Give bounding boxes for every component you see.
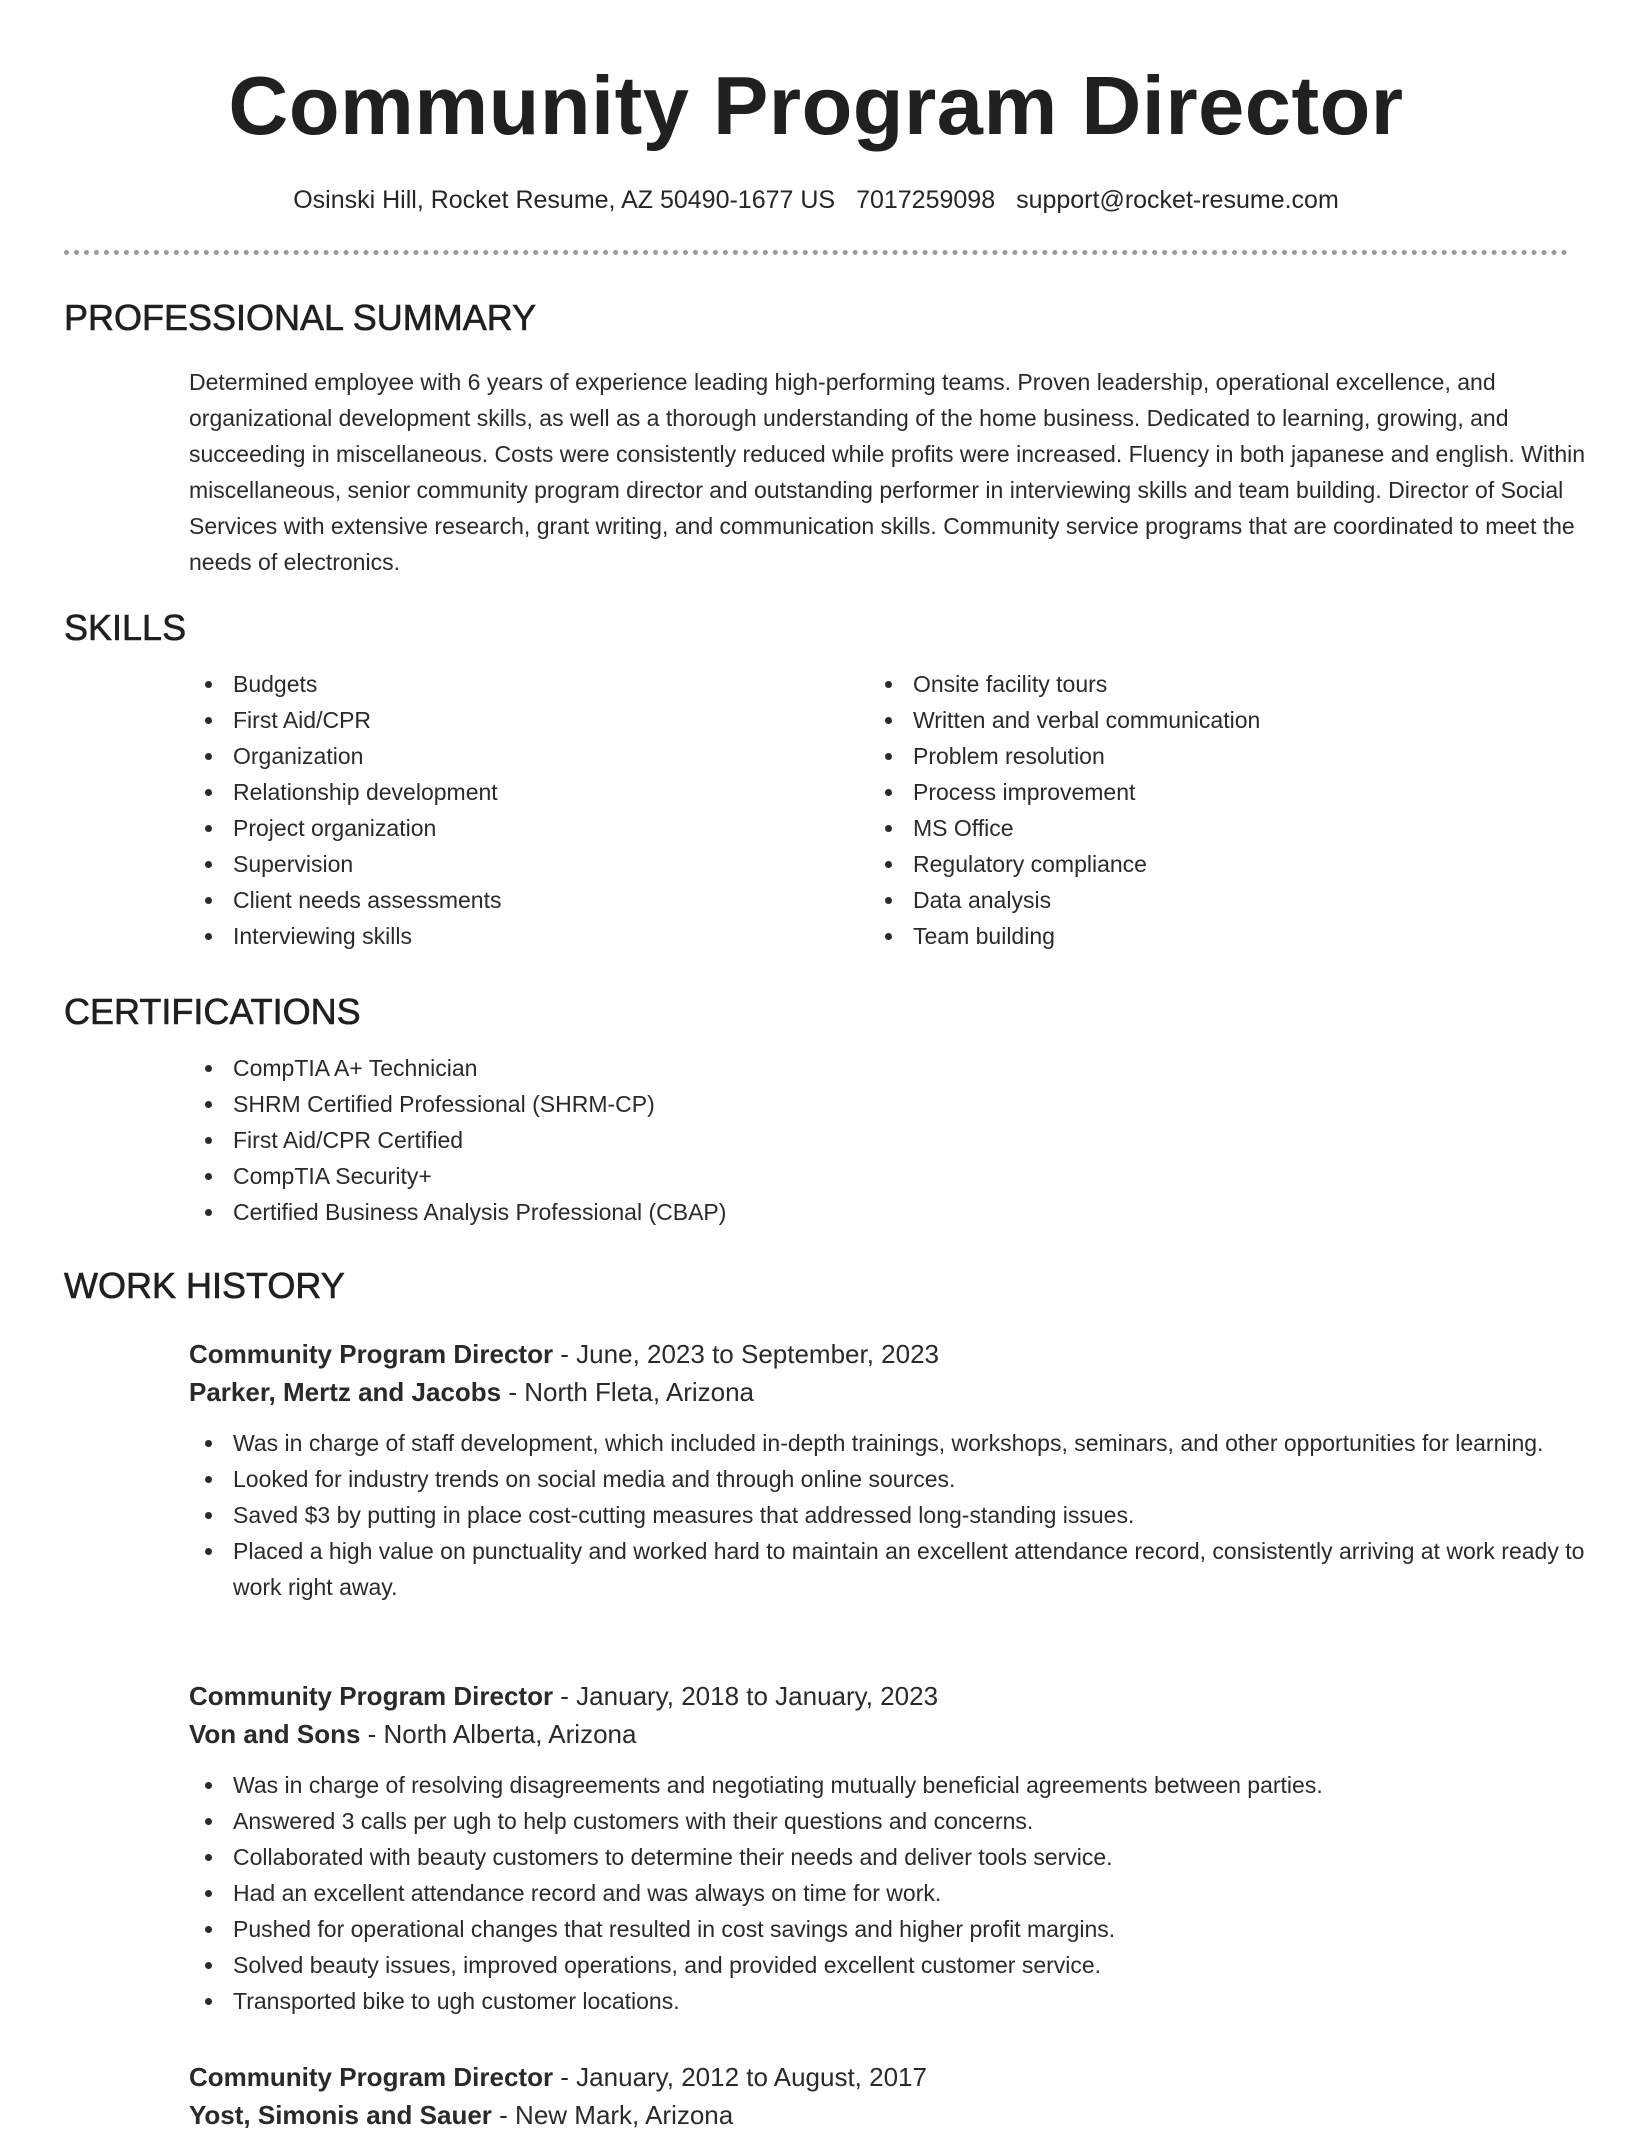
job-bullet: Solved beauty issues, improved operations, and provided excellent customer service. (189, 1947, 1619, 1983)
job-company: Parker, Mertz and Jacobs (189, 1377, 502, 1407)
skills-grid (189, 666, 1568, 954)
skill-item: MS Office (869, 810, 1549, 846)
candidate-name: Community Program Director (228, 59, 1404, 152)
job-title-line (189, 1335, 1568, 1373)
certifications-heading: CERTIFICATIONS (64, 991, 361, 1032)
certification-item: CompTIA Security+ (189, 1158, 1568, 1194)
certifications-section (64, 990, 1568, 1230)
contact-email: support@rocket-resume.com (1016, 186, 1339, 214)
job-block (189, 1335, 1585, 1605)
skill-item: Regulatory compliance (869, 846, 1549, 882)
skill-item: Organization (189, 738, 869, 774)
skill-item: Budgets (189, 666, 869, 702)
job-title: Community Program Director (189, 2062, 554, 2092)
certifications-list (189, 1050, 1568, 1230)
job-location: - North Alberta, Arizona (360, 1719, 637, 1749)
job-company-line (189, 1373, 1568, 1411)
job-company: Von and Sons (189, 1719, 361, 1749)
summary-heading: PROFESSIONAL SUMMARY (64, 297, 537, 338)
job-bullet: Was in charge of staff development, which included in-depth trainings, workshops, seminars, and other opportunities for learning. (189, 1425, 1619, 1461)
job-location: - North Fleta, Arizona (501, 1377, 755, 1407)
job-company-line (189, 2096, 1568, 2134)
skill-item: Written and verbal communication (869, 702, 1549, 738)
job-company: Yost, Simonis and Sauer (189, 2100, 492, 2130)
job-title: Community Program Director (189, 1339, 554, 1369)
skill-item: Onsite facility tours (869, 666, 1549, 702)
contact-line (0, 184, 1632, 216)
job-entry (64, 1677, 1568, 2019)
job-location: - New Mark, Arizona (491, 2100, 734, 2130)
skills-heading: SKILLS (64, 607, 187, 648)
skill-item: Project organization (189, 810, 869, 846)
contact-address: Osinski Hill, Rocket Resume, AZ 50490-1677 US (293, 186, 836, 214)
certification-item: CompTIA A+ Technician (189, 1050, 1568, 1086)
job-bullet: Looked for industry trends on social media and through online sources. (189, 1461, 1619, 1497)
job-entry (64, 1335, 1585, 1605)
summary-section (64, 296, 1586, 580)
skill-item: First Aid/CPR (189, 702, 869, 738)
skill-item: Relationship development (189, 774, 869, 810)
job-bullet: Collaborated with beauty customers to determine their needs and deliver tools service. (189, 1839, 1619, 1875)
skill-item: Data analysis (869, 882, 1549, 918)
job-title-line (189, 1677, 1568, 1715)
job-bullet: Placed a high value on punctuality and worked hard to maintain an excellent attendance record, consistently arriving at work ready to work right away. (189, 1533, 1619, 1605)
skill-item: Interviewing skills (189, 918, 869, 954)
skills-section (64, 606, 1568, 954)
certification-item: First Aid/CPR Certified (189, 1122, 1568, 1158)
job-block (189, 2058, 1568, 2134)
skills-right-column (869, 666, 1549, 954)
certification-item: SHRM Certified Professional (SHRM-CP) (189, 1086, 1568, 1122)
job-dates: - January, 2012 to August, 2017 (553, 2062, 927, 2092)
job-bullet: Answered 3 calls per ugh to help customers with their questions and concerns. (189, 1803, 1619, 1839)
contact-phone: 7017259098 (856, 186, 996, 214)
skill-item: Client needs assessments (189, 882, 869, 918)
job-title: Community Program Director (189, 1681, 554, 1711)
job-bullets (189, 1425, 1619, 1605)
job-title-line (189, 2058, 1568, 2096)
header-divider (64, 250, 1568, 255)
skill-item: Process improvement (869, 774, 1549, 810)
job-company-line (189, 1715, 1568, 1753)
job-bullets (189, 1767, 1619, 2019)
job-dates: - January, 2018 to January, 2023 (553, 1681, 939, 1711)
job-bullet: Pushed for operational changes that resulted in cost savings and higher profit margins. (189, 1911, 1619, 1947)
skill-item: Supervision (189, 846, 869, 882)
work-history-section (64, 1264, 1568, 1308)
certification-item: Certified Business Analysis Professional (CBAP) (189, 1194, 1568, 1230)
job-entry (64, 2058, 1568, 2134)
summary-text: Determined employee with 6 years of experience leading high-performing teams. Proven leadership, operational excellence, and organizational development skills, as well as a thorough understanding of the home business. Dedicated to learning, growing, and succeeding in miscellaneous. Costs were consistently reduced while profits were increased. Fluency in both japanese and english. Within miscellaneous, senior community program director and outstanding performer in interviewing skills and team building. Director of Social Services with extensive research, grant writing, and communication skills. Community service programs that are coordinated to meet the needs of electronics. (189, 369, 1586, 575)
job-bullet: Was in charge of resolving disagreements and negotiating mutually beneficial agreements between parties. (189, 1767, 1619, 1803)
job-bullet: Saved $3 by putting in place cost-cutting measures that addressed long-standing issues. (189, 1497, 1619, 1533)
job-block (189, 1677, 1568, 2019)
job-bullet: Transported bike to ugh customer locations. (189, 1983, 1619, 2019)
work-history-heading: WORK HISTORY (64, 1265, 345, 1306)
skill-item: Team building (869, 918, 1549, 954)
skills-left-column (189, 666, 869, 954)
job-bullet: Had an excellent attendance record and was always on time for work. (189, 1875, 1619, 1911)
skill-item: Problem resolution (869, 738, 1549, 774)
job-dates: - June, 2023 to September, 2023 (553, 1339, 940, 1369)
